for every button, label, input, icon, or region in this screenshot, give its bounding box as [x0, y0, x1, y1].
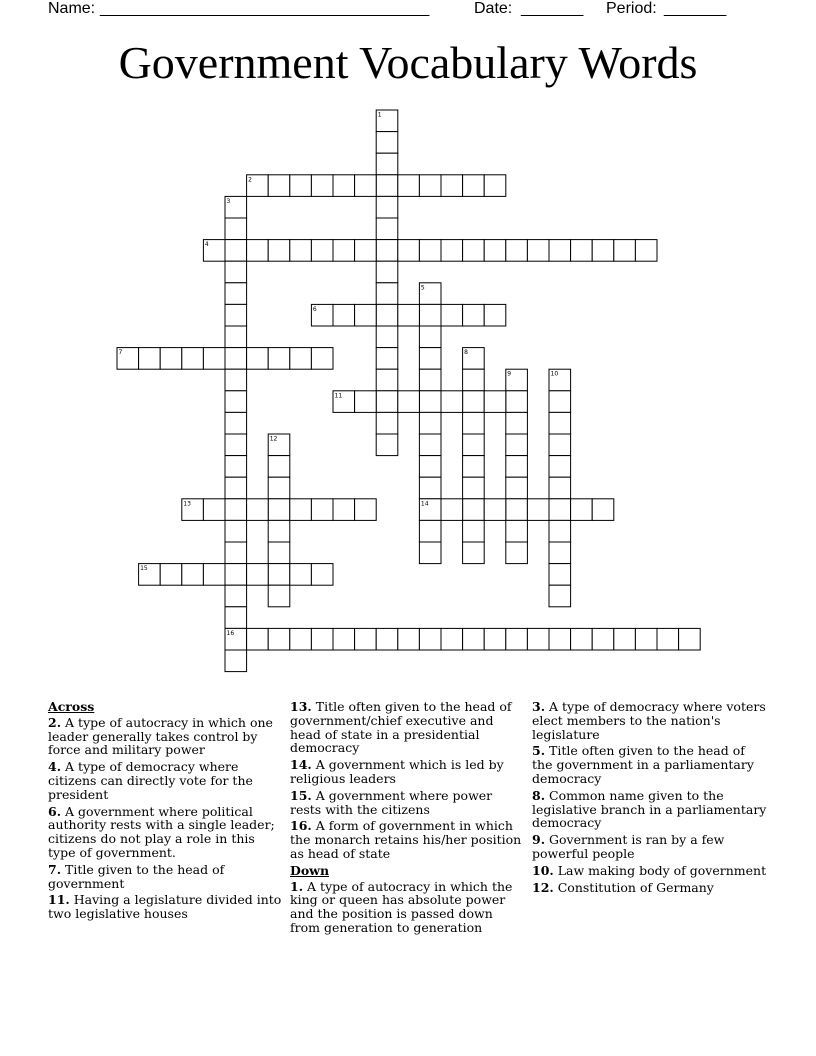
grid-cell[interactable]: [225, 391, 247, 413]
grid-cell[interactable]: [268, 542, 290, 564]
grid-cell[interactable]: [182, 348, 204, 370]
grid-cell[interactable]: [571, 499, 593, 521]
grid-cell[interactable]: [484, 391, 506, 413]
grid-cell[interactable]: [614, 240, 636, 262]
grid-cell[interactable]: [441, 499, 463, 521]
clue-across-11: 11. Having a legislature divided into two legislative houses: [48, 892, 282, 922]
grid-cell[interactable]: [311, 175, 333, 197]
grid-cell[interactable]: [247, 499, 269, 521]
grid-cell[interactable]: [376, 196, 398, 218]
grid-cell[interactable]: [268, 348, 290, 370]
grid-cell[interactable]: [225, 434, 247, 456]
clue-across-7: 7. Title given to the head of government: [48, 861, 225, 891]
grid-cell[interactable]: [311, 564, 333, 586]
grid-cell[interactable]: [225, 261, 247, 283]
grid-cell[interactable]: [398, 304, 420, 326]
grid-cell[interactable]: [376, 175, 398, 197]
grid-cell[interactable]: [225, 283, 247, 305]
grid-cell[interactable]: [419, 412, 441, 434]
period-field[interactable]: _______: [664, 0, 727, 17]
grid-cell[interactable]: [506, 412, 528, 434]
grid-cell[interactable]: [376, 412, 398, 434]
grid-cell[interactable]: [463, 499, 485, 521]
grid-cell[interactable]: [657, 628, 679, 650]
page-title: Government Vocabulary Words: [118, 37, 698, 88]
grid-cell[interactable]: [355, 628, 377, 650]
grid-cell[interactable]: [506, 628, 528, 650]
grid-cell[interactable]: [549, 412, 571, 434]
clues-column-2: [290, 700, 526, 938]
grid-cell[interactable]: [506, 456, 528, 478]
grid-cell[interactable]: [549, 520, 571, 542]
grid-cell[interactable]: [419, 542, 441, 564]
grid-cell[interactable]: [549, 391, 571, 413]
grid-cell[interactable]: [549, 240, 571, 262]
grid-cell[interactable]: [225, 585, 247, 607]
clue-number: 11: [334, 392, 343, 400]
clue-down-10: 10. Law making body of government: [532, 862, 767, 878]
grid-cell[interactable]: [268, 175, 290, 197]
grid-cell[interactable]: [290, 175, 312, 197]
grid-cell[interactable]: [225, 326, 247, 348]
grid-cell[interactable]: [268, 499, 290, 521]
grid-cell[interactable]: [463, 628, 485, 650]
clue-number: 6: [312, 305, 317, 313]
grid-cell[interactable]: [441, 240, 463, 262]
grid-cell[interactable]: [419, 304, 441, 326]
clue-across-15: 15. A government where power rests with the citizens: [290, 787, 493, 817]
grid-cell[interactable]: [506, 499, 528, 521]
grid-cell[interactable]: [355, 304, 377, 326]
clue-number: 4: [204, 241, 209, 249]
grid-cell[interactable]: [549, 477, 571, 499]
grid-cell[interactable]: [549, 564, 571, 586]
grid-cell[interactable]: [247, 564, 269, 586]
clue-across-14: 14. A government which is led by religious leaders: [290, 757, 504, 786]
grid-cell[interactable]: [225, 607, 247, 629]
grid-cell[interactable]: [571, 240, 593, 262]
grid-cell[interactable]: [419, 175, 441, 197]
clue-number: 9: [507, 370, 512, 378]
grid-cell[interactable]: [419, 240, 441, 262]
grid-cell[interactable]: [333, 240, 355, 262]
grid-cell[interactable]: [160, 348, 182, 370]
grid-cell[interactable]: [290, 499, 312, 521]
grid-cell[interactable]: [549, 542, 571, 564]
grid-cell[interactable]: [549, 628, 571, 650]
grid-cell[interactable]: [463, 542, 485, 564]
period-label: Period:: [606, 0, 657, 17]
grid-cell[interactable]: [506, 240, 528, 262]
grid-cell[interactable]: [268, 240, 290, 262]
grid-cell[interactable]: [139, 348, 161, 370]
clue-number: 13: [183, 500, 191, 508]
grid-cell[interactable]: [463, 369, 485, 391]
grid-cell[interactable]: [441, 391, 463, 413]
grid-cell[interactable]: [484, 304, 506, 326]
grid-cell[interactable]: [311, 628, 333, 650]
grid-cell[interactable]: [290, 564, 312, 586]
clue-number: 10: [550, 370, 559, 378]
grid-cell[interactable]: [398, 628, 420, 650]
grid-cell[interactable]: [484, 499, 506, 521]
grid-cell[interactable]: [225, 650, 247, 672]
grid-cell[interactable]: [225, 240, 247, 262]
clues-column-3: [532, 700, 768, 897]
grid-cell[interactable]: [333, 499, 355, 521]
grid-cell[interactable]: [225, 218, 247, 240]
grid-cell[interactable]: [333, 175, 355, 197]
name-field[interactable]: _____________________________________: [100, 0, 430, 17]
grid-cell[interactable]: [225, 456, 247, 478]
grid-cell[interactable]: [463, 520, 485, 542]
grid-cell[interactable]: [549, 434, 571, 456]
grid-cell[interactable]: [376, 391, 398, 413]
grid-cell[interactable]: [398, 175, 420, 197]
grid-cell[interactable]: [419, 456, 441, 478]
clue-across-13: 13. Title often given to the head of government/chief executive and head of state in a presidential democracy: [290, 699, 512, 756]
grid-cell[interactable]: [463, 456, 485, 478]
clue-across-16: 16. A form of government in which the monarch retains his/her position as head of state: [290, 818, 522, 861]
grid-cell[interactable]: [679, 628, 701, 650]
grid-cell[interactable]: [441, 304, 463, 326]
grid-cell[interactable]: [268, 477, 290, 499]
grid-cell[interactable]: [311, 499, 333, 521]
grid-cell[interactable]: [290, 348, 312, 370]
clue-number: 15: [140, 565, 148, 573]
grid-cell[interactable]: [527, 240, 549, 262]
grid-cell[interactable]: [419, 628, 441, 650]
grid-cell[interactable]: [592, 499, 614, 521]
grid-cell[interactable]: [376, 434, 398, 456]
grid-cell[interactable]: [463, 175, 485, 197]
grid-cell[interactable]: [549, 585, 571, 607]
grid-cell[interactable]: [355, 499, 377, 521]
grid-cell[interactable]: [463, 391, 485, 413]
clue-down-8: 8. Common name given to the legislative branch in a parliamentary democracy: [532, 787, 767, 831]
grid-cell[interactable]: [225, 564, 247, 586]
grid-cell[interactable]: [290, 628, 312, 650]
grid-cell[interactable]: [376, 369, 398, 391]
grid-cell[interactable]: [614, 628, 636, 650]
grid-cell[interactable]: [376, 283, 398, 305]
clue-down-3: 3. A type of democracy where voters elect members to the nation's legislature: [532, 699, 766, 742]
grid-cell[interactable]: [506, 391, 528, 413]
grid-cell[interactable]: [484, 240, 506, 262]
grid-cell[interactable]: [484, 175, 506, 197]
clue-down-9: 9. Government is ran by a few powerful people: [532, 832, 725, 861]
clues-column-1: [48, 700, 284, 924]
grid-cell[interactable]: [311, 240, 333, 262]
down-heading: Down: [290, 862, 330, 878]
grid-cell[interactable]: [225, 499, 247, 521]
grid-cell[interactable]: [376, 261, 398, 283]
grid-cell[interactable]: [268, 520, 290, 542]
clue-across-4: 4. A type of democracy where citizens can directly vote for the president: [48, 759, 253, 802]
grid-cell[interactable]: [549, 499, 571, 521]
grid-cell[interactable]: [419, 477, 441, 499]
grid-cell[interactable]: [376, 132, 398, 154]
grid-cell[interactable]: [376, 240, 398, 262]
grid-cell[interactable]: [268, 564, 290, 586]
grid-cell[interactable]: [355, 391, 377, 413]
date-field[interactable]: _______: [521, 0, 584, 17]
date-label: Date:: [474, 0, 513, 17]
grid-cell[interactable]: [225, 477, 247, 499]
grid-cell[interactable]: [549, 456, 571, 478]
grid-cell[interactable]: [419, 369, 441, 391]
grid-cell[interactable]: [635, 628, 657, 650]
grid-cell[interactable]: [225, 520, 247, 542]
grid-cell[interactable]: [419, 434, 441, 456]
grid-cell[interactable]: [203, 348, 225, 370]
clue-number: 12: [269, 435, 278, 443]
clue-across-6: 6. A government where political authority rests with a single leader; citizens do not play a role in this type of government.: [48, 803, 275, 860]
grid-cell[interactable]: [290, 240, 312, 262]
grid-cell[interactable]: [203, 499, 225, 521]
grid-cell[interactable]: [376, 304, 398, 326]
grid-cell[interactable]: [571, 628, 593, 650]
grid-cell[interactable]: [419, 326, 441, 348]
clue-number: 16: [226, 629, 235, 637]
grid-cell[interactable]: [333, 628, 355, 650]
clue-across-2: 2. A type of autocracy in which one leader generally takes control by force and military power: [48, 714, 273, 758]
clue-number: 7: [118, 349, 123, 357]
grid-cell[interactable]: [268, 628, 290, 650]
grid-cell[interactable]: [333, 304, 355, 326]
grid-cell[interactable]: [527, 499, 549, 521]
grid-cell[interactable]: [225, 542, 247, 564]
grid-cell[interactable]: [484, 628, 506, 650]
clue-number: 8: [464, 349, 468, 357]
grid-cell[interactable]: [463, 412, 485, 434]
grid-cell[interactable]: [506, 434, 528, 456]
grid-cell[interactable]: [355, 240, 377, 262]
grid-cell[interactable]: [225, 369, 247, 391]
grid-cell[interactable]: [441, 628, 463, 650]
grid-cell[interactable]: [355, 175, 377, 197]
grid-cell[interactable]: [441, 175, 463, 197]
grid-cell[interactable]: [506, 520, 528, 542]
grid-cell[interactable]: [268, 456, 290, 478]
name-label: Name:: [48, 0, 96, 17]
clue-number: 2: [248, 176, 252, 184]
grid-cell[interactable]: [225, 304, 247, 326]
grid-cell[interactable]: [376, 218, 398, 240]
grid-cell[interactable]: [203, 564, 225, 586]
grid-cell[interactable]: [592, 240, 614, 262]
grid-cell[interactable]: [311, 348, 333, 370]
grid-cell[interactable]: [376, 326, 398, 348]
grid-cell[interactable]: [247, 628, 269, 650]
grid-cell[interactable]: [376, 153, 398, 175]
grid-cell[interactable]: [463, 240, 485, 262]
grid-cell[interactable]: [182, 564, 204, 586]
grid-cell[interactable]: [506, 477, 528, 499]
clue-number: 5: [420, 284, 425, 292]
clue-down-1: 1. A type of autocracy in which the king or queen has absolute power and the position is passed down from generation to generation: [290, 878, 513, 935]
grid-cell[interactable]: [419, 348, 441, 370]
grid-cell[interactable]: [419, 520, 441, 542]
clue-down-12: 12. Constitution of Germany: [532, 879, 714, 895]
grid-cell[interactable]: [635, 240, 657, 262]
grid-cell[interactable]: [419, 391, 441, 413]
grid-cell[interactable]: [592, 628, 614, 650]
grid-cell[interactable]: [463, 304, 485, 326]
clue-number: 14: [420, 500, 429, 508]
grid-cell[interactable]: [225, 412, 247, 434]
across-heading: Across: [48, 699, 95, 714]
grid-cell[interactable]: [463, 434, 485, 456]
clue-number: 3: [226, 197, 231, 205]
clue-down-5: 5. Title often given to the head of the government in a parliamentary democracy: [532, 743, 754, 786]
grid-cell[interactable]: [398, 391, 420, 413]
grid-cell[interactable]: [160, 564, 182, 586]
clue-number: 1: [377, 111, 382, 119]
grid-cell[interactable]: [247, 348, 269, 370]
grid-cell[interactable]: [268, 585, 290, 607]
grid-cell[interactable]: [506, 542, 528, 564]
grid-cell[interactable]: [376, 348, 398, 370]
grid-cell[interactable]: [376, 628, 398, 650]
grid-cell[interactable]: [247, 240, 269, 262]
grid-cell[interactable]: [527, 628, 549, 650]
grid-cell[interactable]: [225, 348, 247, 370]
grid-cell[interactable]: [463, 477, 485, 499]
grid-cell[interactable]: [398, 240, 420, 262]
